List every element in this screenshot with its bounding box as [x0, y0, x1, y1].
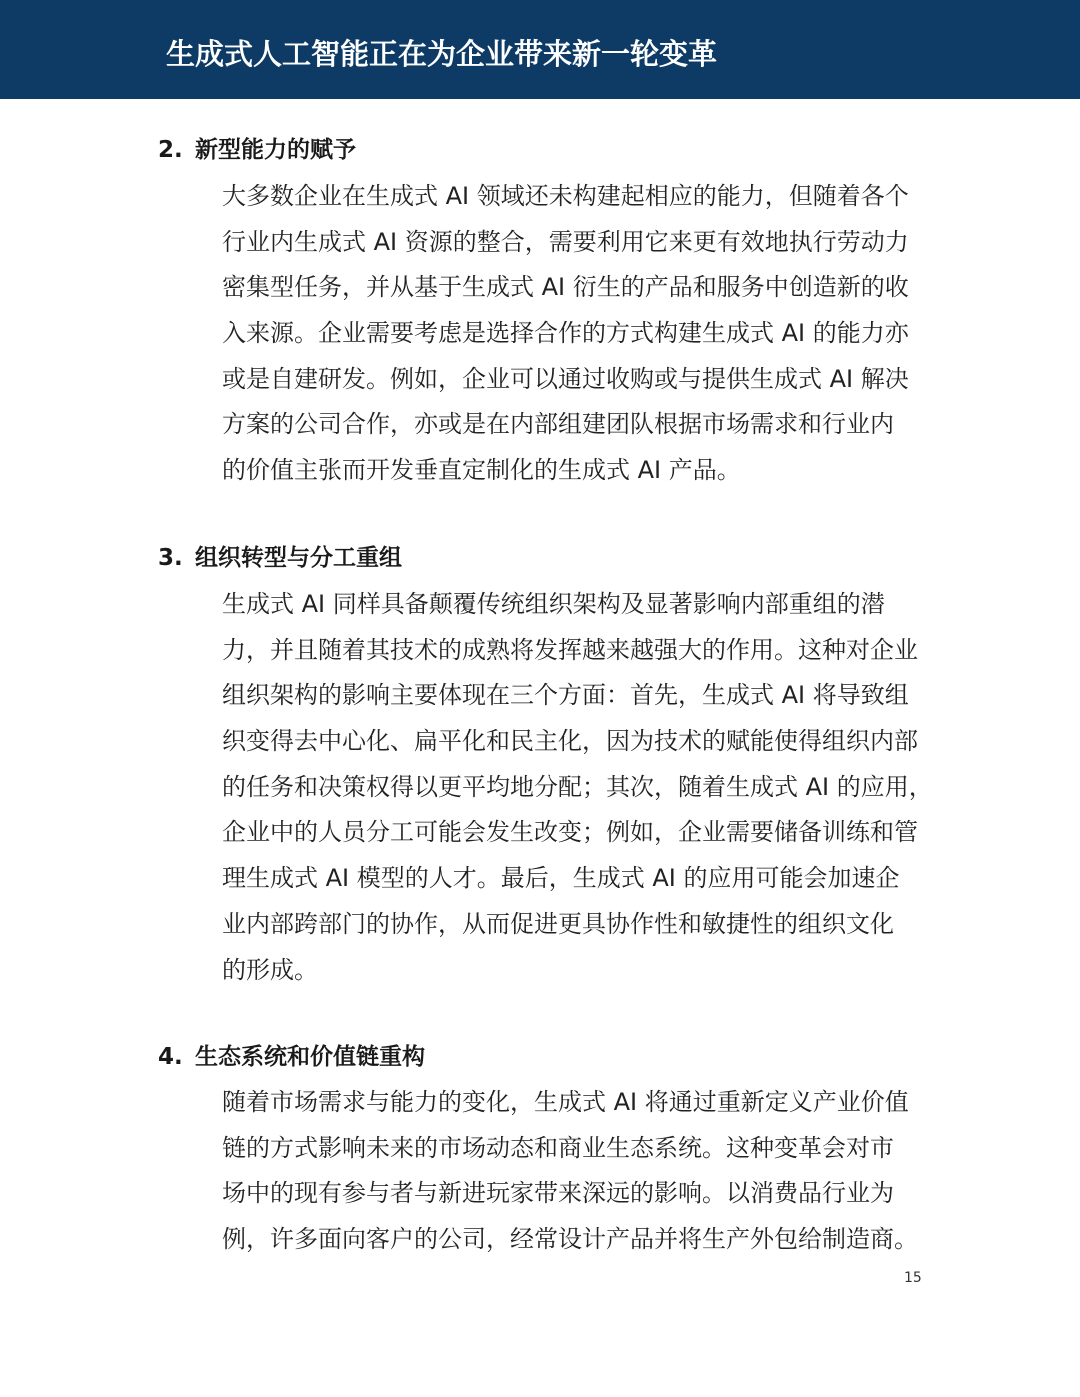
paragraph-line: 理生成式 AI 模型的人才。最后，生成式 AI 的应用可能会加速企 [222, 864, 900, 893]
section-heading-text: 组织转型与分工重组 [195, 545, 402, 571]
paragraph-line: 行业内生成式 AI 资源的整合，需要利用它来更有效地执行劳动力 [222, 227, 909, 256]
section-org-transformation [158, 540, 933, 993]
page-number: 15 [904, 1270, 922, 1286]
section-number: 2. [158, 137, 183, 163]
paragraph-line: 场中的现有参与者与新进玩家带来深远的影响。以消费品行业为 [222, 1179, 894, 1208]
paragraph-line: 大多数企业在生成式 AI 领域还未构建起相应的能力，但随着各个 [222, 182, 909, 210]
paragraph-line: 织变得去中心化、扁平化和民主化，因为技术的赋能使得组织内部 [222, 727, 918, 756]
paragraph-line: 组织架构的影响主要体现在三个方面：首先，生成式 AI 将导致组 [222, 681, 909, 710]
section-heading [158, 132, 928, 168]
section-heading [158, 540, 928, 576]
paragraph-line: 业内部跨部门的协作，从而促进更具协作性和敏捷性的组织文化 [222, 909, 894, 938]
section-ecosystem-value-chain [158, 1039, 928, 1263]
paragraph-line: 密集型任务，并从基于生成式 AI 衍生的产品和服务中创造新的收 [222, 273, 909, 302]
paragraph-line: 随着市场需求与能力的变化，生成式 AI 将通过重新定义产业价值 [222, 1088, 909, 1116]
section-heading-text: 新型能力的赋予 [195, 137, 356, 163]
section-number: 4. [158, 1044, 183, 1070]
page-title: 生成式人工智能正在为企业带来新一轮变革 [166, 37, 718, 71]
section-number: 3. [158, 545, 183, 571]
section-body [222, 1080, 922, 1263]
section-body [222, 174, 922, 494]
paragraph-line: 入来源。企业需要考虑是选择合作的方式构建生成式 AI 的能力亦 [222, 319, 909, 348]
section-new-capabilities [158, 132, 928, 494]
paragraph-line: 生成式 AI 同样具备颠覆传统组织架构及显著影响内部重组的潜 [222, 590, 885, 618]
paragraph-line: 力，并且随着其技术的成熟将发挥越来越强大的作用。这种对企业 [222, 635, 918, 664]
paragraph-line: 例，许多面向客户的公司，经常设计产品并将生产外包给制造商。 [222, 1225, 918, 1254]
paragraph-line: 的价值主张而开发垂直定制化的生成式 AI 产品。 [222, 456, 741, 485]
section-heading [158, 1039, 928, 1075]
paragraph-line: 的任务和决策权得以更平均地分配；其次，随着生成式 AI 的应用， [222, 772, 933, 801]
section-heading-text: 生态系统和价值链重构 [195, 1044, 425, 1070]
section-body [222, 582, 933, 993]
header-bar [0, 0, 1080, 99]
paragraph-line: 企业中的人员分工可能会发生改变；例如，企业需要储备训练和管 [222, 818, 918, 847]
paragraph-line: 方案的公司合作，亦或是在内部组建团队根据市场需求和行业内 [222, 410, 894, 439]
paragraph-line: 的形成。 [222, 955, 318, 984]
paragraph-line: 或是自建研发。例如，企业可以通过收购或与提供生成式 AI 解决 [222, 364, 909, 393]
paragraph-line: 链的方式影响未来的市场动态和商业生态系统。这种变革会对市 [222, 1133, 894, 1162]
